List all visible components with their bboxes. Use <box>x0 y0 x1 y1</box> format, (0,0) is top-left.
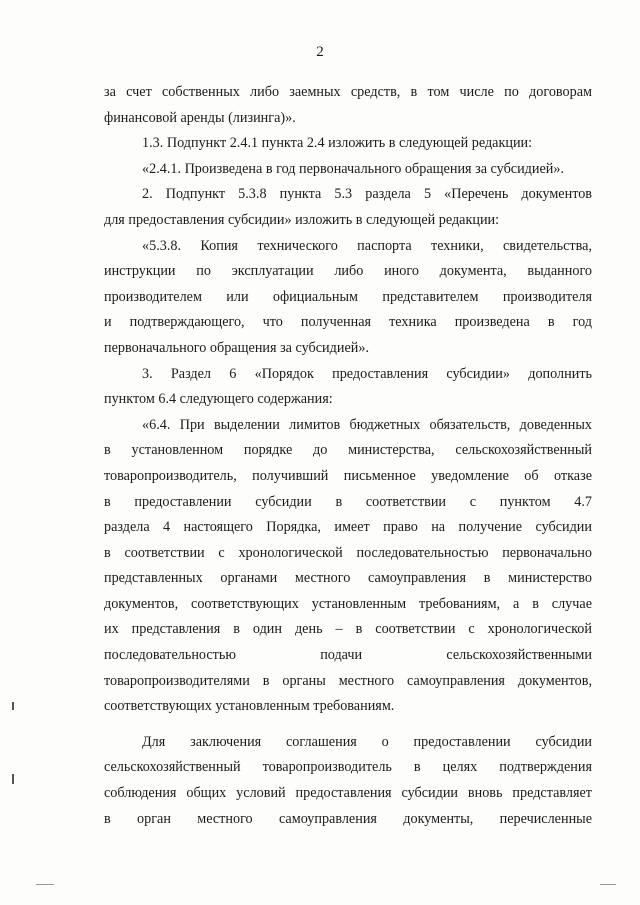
text-line: последовательностью подачи сельскохозяйственными <box>104 647 592 664</box>
text-line: инструкции по эксплуатации либо иного документа, выданного <box>104 263 592 280</box>
text-line: «6.4. При выделении лимитов бюджетных обязательств, доведенных <box>142 416 592 433</box>
scan-mark <box>36 884 54 885</box>
text-line: «5.3.8. Копия технического паспорта техники, свидетельства, <box>142 237 592 254</box>
text-line: соблюдения общих условий предоставления субсидии вновь представляет <box>104 785 592 802</box>
text-line: Для заключения соглашения о предоставлении субсидии <box>142 733 592 750</box>
text-line: товаропроизводитель, получивший письменное уведомление об отказе <box>104 467 592 484</box>
scan-mark <box>12 702 14 710</box>
text-line: товаропроизводителями в органы местного самоуправления документов, <box>104 672 592 689</box>
text-line: производителем или официальным представителем производителя <box>104 288 592 305</box>
text-line: для предоставления субсидии» изложить в следующей редакции: <box>104 211 500 228</box>
text-line: в орган местного самоуправления документы, перечисленные <box>104 810 592 827</box>
text-line: их представления в один день – в соответствии с хронологической <box>104 621 592 638</box>
document-body <box>104 80 592 832</box>
text-line: в соответствии с хронологической последовательностью первоначально <box>104 544 592 561</box>
scan-mark <box>12 774 14 784</box>
paragraph <box>104 80 592 131</box>
text-line: 2. Подпункт 5.3.8 пункта 5.3 раздела 5 «Перечень документов <box>142 186 592 203</box>
paragraph-gap <box>104 720 592 730</box>
text-line: в установленном порядке до министерства, сельскохозяйственный <box>104 442 592 459</box>
paragraph <box>104 131 592 157</box>
page-number: 2 <box>316 44 324 60</box>
paragraph <box>104 362 592 413</box>
paragraph <box>104 182 592 233</box>
text-line: сельскохозяйственный товаропроизводитель в целях подтверждения <box>104 759 592 776</box>
paragraph <box>104 157 592 183</box>
text-line: финансовой аренды (лизинга)». <box>104 109 296 126</box>
paragraph <box>104 413 592 720</box>
text-line: раздела 4 настоящего Порядка, имеет право на получение субсидии <box>104 519 592 536</box>
scan-mark <box>600 884 616 885</box>
text-line: 3. Раздел 6 «Порядок предоставления субсидии» дополнить <box>142 365 592 382</box>
text-line: «2.4.1. Произведена в год первоначального обращения за субсидией». <box>142 160 565 177</box>
paragraph <box>104 234 592 362</box>
text-line: представленных органами местного самоуправления в министерство <box>104 570 592 587</box>
paragraph <box>104 730 592 832</box>
text-line: 1.3. Подпункт 2.4.1 пункта 2.4 изложить в следующей редакции: <box>142 135 533 152</box>
text-line: соответствующих установленным требованиям. <box>104 698 395 715</box>
text-line: первоначального обращения за субсидией». <box>104 339 369 356</box>
text-line: за счет собственных либо заемных средств, в том числе по договорам <box>104 84 592 100</box>
text-line: в предоставлении субсидии в соответствии с пунктом 4.7 <box>104 493 592 510</box>
text-line: документов, соответствующих установленным требованиям, а в случае <box>104 595 592 612</box>
text-line: и подтверждающего, что полученная техника произведена в год <box>104 314 592 331</box>
text-line: пунктом 6.4 следующего содержания: <box>104 391 333 408</box>
